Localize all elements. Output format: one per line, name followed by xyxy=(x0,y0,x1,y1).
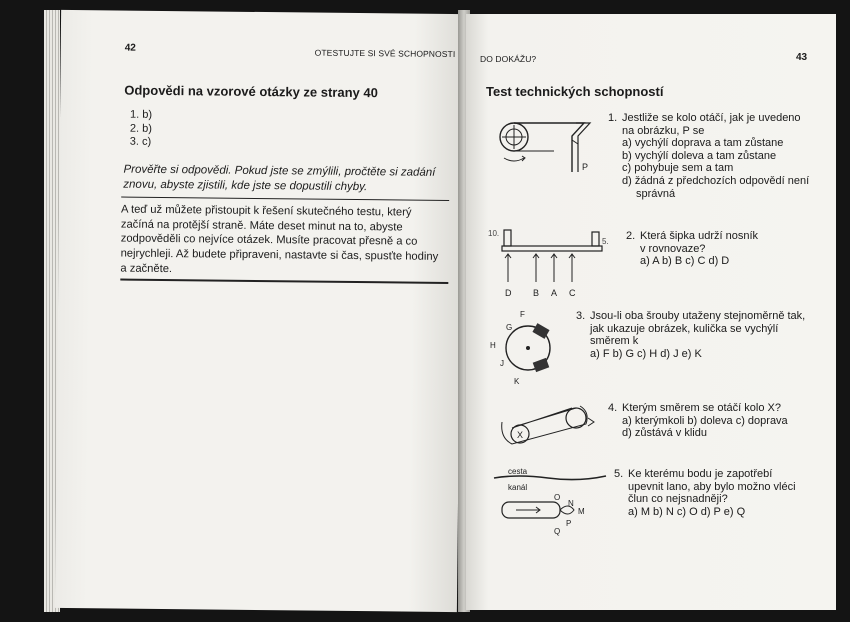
options-line: a) A b) B c) C d) D xyxy=(640,255,730,268)
q2-label-c: C xyxy=(569,288,576,298)
svg-text:M: M xyxy=(578,507,585,516)
svg-text:cesta: cesta xyxy=(508,467,528,476)
options-line: a) kterýmkoli b) doleva c) doprava xyxy=(622,414,788,427)
question-2: 2. Která šipka udrží nosník v rovnovaze? a) A b) B c) C d) D xyxy=(626,230,759,268)
question-5: 5. Ke kterému bodu je zapotřebí upevnit lano, aby bylo možno vléci člun co nejsnadněji? a) M b) N c) O d) P e) Q xyxy=(614,468,796,518)
q5-canal-figure xyxy=(488,464,610,544)
answer-item: 1. b) xyxy=(129,108,153,121)
svg-text:G: G xyxy=(506,323,513,332)
svg-text:H: H xyxy=(490,341,496,350)
right-page xyxy=(466,14,836,610)
answers-heading: Odpovědi na vzorové otázky ze strany 40 xyxy=(124,82,378,101)
instructions-paragraph: A teď už můžete přistoupit k řešení skutečného testu, který začíná na protější straně. Máte deset minut na to, abyste zodpověděli co nejvíce otázek. Musíte pracovat přesně a co nejrychleji. Až budete připraveni, nastavte si čas, spusťte hodiny a začněte. xyxy=(120,203,439,275)
options-line: a) M b) N c) O d) P e) Q xyxy=(628,505,746,518)
running-header-left: OTESTUJTE SI SVÉ SCHOPNOSTI xyxy=(314,47,456,60)
question-3: 3. Jsou-li oba šrouby utaženy stejnoměrně tak, jak ukazuje obrázek, kulička se vychýlí směrem k a) F b) G c) H d) J e) K xyxy=(576,310,806,360)
option: a) vychýlí doprava a tam zůstane xyxy=(622,137,784,150)
q1-wheel-figure xyxy=(492,112,612,178)
answer-list xyxy=(130,109,152,150)
svg-text:O: O xyxy=(554,493,561,502)
question-1: 1. Jestliže se kolo otáčí, jak je uvedeno na obrázku, P se a) vychýlí doprava a tam zůstane b) vychýlí doleva a tam zůstane c) pohybuje sem a tam d) žádná z předchozích odpovědí není správná xyxy=(608,112,810,200)
option: d) žádná z předchozích odpovědí není xyxy=(622,174,810,187)
q4-pulley-figure xyxy=(492,402,596,454)
q2-beam-figure xyxy=(488,224,618,302)
svg-text:kanál: kanál xyxy=(508,483,528,492)
answer-item: 3. c) xyxy=(129,135,152,148)
answer-item: 2. b) xyxy=(129,122,152,135)
svg-text:P: P xyxy=(566,519,572,528)
options-line: a) F b) G c) H d) J e) K xyxy=(590,347,702,360)
q1-fig-label: P xyxy=(582,162,589,172)
svg-text:F: F xyxy=(520,310,525,319)
q3-ring-figure xyxy=(486,308,578,394)
svg-text:Q: Q xyxy=(554,527,561,536)
left-page xyxy=(55,10,463,612)
svg-text:5.: 5. xyxy=(602,237,609,246)
running-header-right: DO DOKÁŽU? xyxy=(480,54,537,64)
divider-bottom xyxy=(120,279,448,284)
q2-label-a: A xyxy=(551,288,558,298)
page-number-right: 43 xyxy=(796,52,808,63)
page-number-left: 42 xyxy=(124,42,136,54)
option: správná xyxy=(636,187,676,200)
q2-label-d: D xyxy=(505,288,512,298)
instruction-text: Prověřte si odpovědi. Pokud jste se zmýlili, pročtěte si zadání znovu, abyste zjistili, kde jste se dopustili chyby. xyxy=(123,163,436,194)
svg-text:10.: 10. xyxy=(488,229,500,238)
q2-label-b: B xyxy=(533,288,540,298)
options-line: d) zůstává v klidu xyxy=(622,427,707,440)
svg-text:J: J xyxy=(500,359,504,368)
option: c) pohybuje sem a tam xyxy=(622,162,734,175)
question-4: 4. Kterým směrem se otáčí kolo X? a) kterýmkoli b) doleva c) doprava d) zůstává v klidu xyxy=(608,402,788,440)
svg-text:N: N xyxy=(568,499,574,508)
divider-top xyxy=(121,197,449,201)
option: b) vychýlí doleva a tam zůstane xyxy=(622,149,777,162)
test-heading: Test technických schopností xyxy=(486,84,664,99)
svg-text:K: K xyxy=(514,377,520,386)
q4-fig-label: X xyxy=(517,430,524,440)
